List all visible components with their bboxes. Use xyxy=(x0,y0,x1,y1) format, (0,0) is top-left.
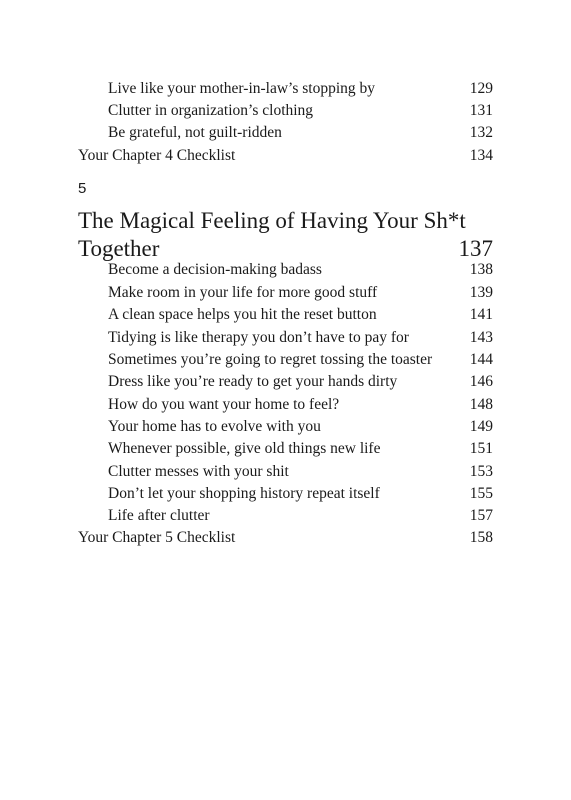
toc-entry[interactable] xyxy=(78,282,493,304)
toc-entry[interactable] xyxy=(78,416,493,438)
toc-chapter-checklist[interactable] xyxy=(78,527,493,549)
toc-entry[interactable] xyxy=(78,259,493,281)
chapter-title-line1: The Magical Feeling of Having Your Sh*t xyxy=(78,208,466,233)
toc-entry-page: 146 xyxy=(469,373,493,390)
toc-entry-page: 143 xyxy=(469,329,493,346)
toc-entry[interactable] xyxy=(78,304,493,326)
toc-entry[interactable] xyxy=(78,371,493,393)
toc-entry-page: 151 xyxy=(469,440,493,457)
toc-entry-title: Live like your mother-in-law’s stopping by xyxy=(108,80,376,97)
toc-entry-title: Whenever possible, give old things new life xyxy=(108,440,381,457)
toc-checklist-title: Your Chapter 5 Checklist xyxy=(78,529,236,546)
toc-checklist-page: 134 xyxy=(469,147,493,164)
toc-entry-title: Clutter messes with your shit xyxy=(108,463,289,480)
toc-entry-title: How do you want your home to feel? xyxy=(108,396,340,413)
toc-checklist-page: 158 xyxy=(469,529,493,546)
toc-entry[interactable] xyxy=(78,461,493,483)
toc-entry[interactable] xyxy=(78,483,493,505)
toc-entry-title: A clean space helps you hit the reset button xyxy=(108,306,377,323)
toc-entry-page: 148 xyxy=(469,396,493,413)
toc-entry-title: Tidying is like therapy you don’t have to pay for xyxy=(108,329,409,346)
toc-entry-title: Life after clutter xyxy=(108,507,210,524)
toc-entry[interactable] xyxy=(78,349,493,371)
toc-entry[interactable] xyxy=(78,122,493,144)
toc-entry[interactable] xyxy=(78,505,493,527)
toc-entry-page: 157 xyxy=(469,507,493,524)
toc-entry-title: Make room in your life for more good stuff xyxy=(108,284,378,301)
toc-checklist-title: Your Chapter 4 Checklist xyxy=(78,147,236,164)
toc-entry-title: Don’t let your shopping history repeat itself xyxy=(108,485,380,502)
toc-entry-page: 141 xyxy=(469,306,493,323)
toc-entry[interactable] xyxy=(78,327,493,349)
toc-entry-page: 153 xyxy=(469,463,493,480)
toc-entry[interactable] xyxy=(78,438,493,460)
toc-entry-page: 155 xyxy=(469,485,493,502)
chapter-title-line2: Together xyxy=(78,236,160,261)
toc-entry-title: Clutter in organization’s clothing xyxy=(108,102,314,119)
toc-chapter-checklist[interactable] xyxy=(78,145,493,167)
toc-entry-page: 139 xyxy=(469,284,493,301)
toc-entry[interactable] xyxy=(78,100,493,122)
toc-entry-title: Your home has to evolve with you xyxy=(108,418,321,435)
toc-entry-title: Dress like you’re ready to get your hands dirty xyxy=(108,373,398,390)
toc-entry-page: 144 xyxy=(469,351,493,368)
toc-entry-page: 132 xyxy=(469,124,493,141)
toc-entry-title: Be grateful, not guilt-ridden xyxy=(108,124,282,141)
toc-entry-title: Become a decision-making badass xyxy=(108,261,322,278)
toc-entry[interactable] xyxy=(78,394,493,416)
toc-entry[interactable] xyxy=(78,78,493,100)
chapter-number: 5 xyxy=(78,180,87,197)
toc-entry-page: 149 xyxy=(469,418,493,435)
toc-entry-page: 129 xyxy=(469,80,493,97)
toc-entry-page: 131 xyxy=(469,102,493,119)
toc-entry-page: 138 xyxy=(469,261,493,278)
toc-entry-title: Sometimes you’re going to regret tossing the toaster xyxy=(108,351,433,368)
chapter-page: 137 xyxy=(458,236,493,261)
